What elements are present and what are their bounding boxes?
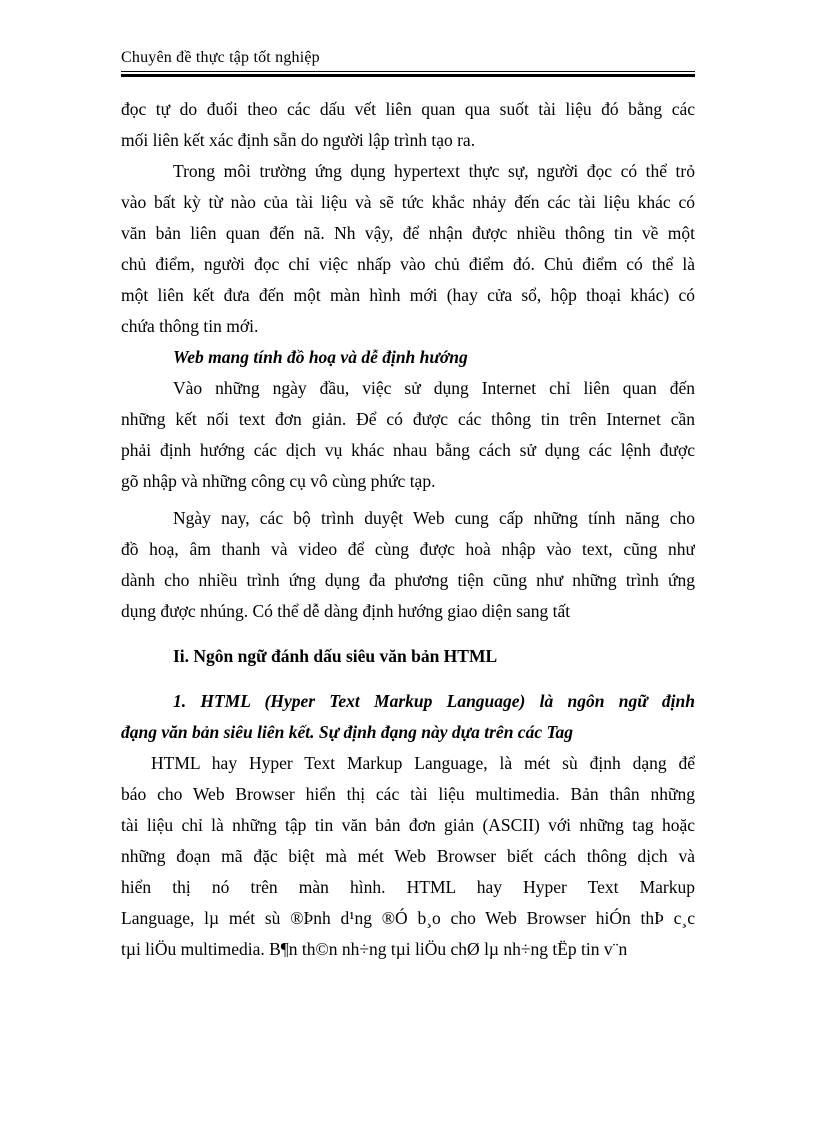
text-line: đồ hoạ, âm thanh và video để cùng được hoà nhập vào text, cũng như xyxy=(121,539,695,559)
page-header-title: Chuyên đề thực tập tốt nghiệp xyxy=(121,49,320,66)
text-line: dụng được nhúng. Có thể dễ dàng định hướng giao diện sang tất xyxy=(121,601,571,621)
document-body xyxy=(121,94,695,965)
paragraph-continuation xyxy=(121,94,695,156)
heading-line: 1. HTML (Hyper Text Markup Language) là ngôn ngữ định xyxy=(173,691,695,711)
text-line: tài liệu chỉ là những tập tin văn bản đơn giản (ASCII) với những tag hoặc xyxy=(121,815,695,835)
text-line: tµi liÖu multimedia. B¶n th©n nh÷ng tµi liÖu chØ lµ nh÷ng tËp tin v¨n xyxy=(121,939,628,959)
text-line: Vào những ngày đầu, việc sử dụng Internet chỉ liên quan đến xyxy=(173,378,695,398)
text-line: gõ nhập và những công cụ vô cùng phức tạp. xyxy=(121,471,436,491)
paragraph-early-internet xyxy=(121,373,695,497)
text-line: Trong môi trường ứng dụng hypertext thực sự, người đọc có thể trỏ xyxy=(173,161,695,181)
text-line: chứa thông tin mới. xyxy=(121,316,259,336)
paragraph-browsers-today xyxy=(121,503,695,627)
text-line: Language, lµ mét sù ®Þnh d¹ng ®Ó b¸o cho Web Browser hiÓn thÞ c¸c xyxy=(121,908,695,928)
text-line: mối liên kết xác định sẵn do người lập trình tạo ra. xyxy=(121,130,476,150)
text-line: Ngày nay, các bộ trình duyệt Web cung cấp những tính năng cho xyxy=(173,508,695,528)
text-line: hiển thị nó trên màn hình. HTML hay Hyper Text Markup xyxy=(121,877,695,897)
text-line: chủ điểm, người đọc chỉ việc nhấp vào chủ điểm đó. Chủ điểm có thể là xyxy=(121,254,695,274)
text-line: dành cho nhiều trình ứng dụng đa phương tiện cũng như những trình ứng xyxy=(121,570,695,590)
section-heading-web-graphics: Web mang tính đồ hoạ và dễ định hướng xyxy=(173,347,468,367)
heading-line: đạng văn bản siêu liên kết. Sự định đạng này dựa trên các Tag xyxy=(121,722,574,742)
paragraph-hypertext xyxy=(121,156,695,342)
text-line: phải định hướng các dịch vụ khác nhau bằng cách sử dụng các lệnh được xyxy=(121,440,695,460)
text-line: những đoạn mã đặc biệt mà mét Web Browser biết cách thông dịch và xyxy=(121,846,695,866)
subsection-heading-html-definition xyxy=(121,686,695,748)
header-rule-thick xyxy=(121,74,695,77)
header-rule-thin xyxy=(121,71,695,72)
section-heading-html: Ii. Ngôn ngữ đánh dấu siêu văn bản HTML xyxy=(173,646,498,666)
text-line: vào bất kỳ từ nào của tài liệu và sẽ tức khắc nhảy đến các tài liệu khác có xyxy=(121,192,695,212)
text-line: báo cho Web Browser hiển thị các tài liệu multimedia. Bản thân những xyxy=(121,784,695,804)
text-line: văn bản liên quan đến nã. Nh vậy, để nhận được nhiều thông tin về một xyxy=(121,223,695,243)
text-line: một liên kết đưa đến một màn hình mới (hay cửa sổ, hộp thoại khác) có xyxy=(121,285,695,305)
text-line: những kết nối text đơn giản. Để có được các thông tin trên Internet cần xyxy=(121,409,695,429)
text-line: HTML hay Hyper Text Markup Language, là mét sù định dạng để xyxy=(151,753,695,773)
paragraph-html-description xyxy=(121,748,695,965)
text-line: đọc tự do đuổi theo các dấu vết liên quan qua suốt tài liệu đó bằng các xyxy=(121,99,695,119)
